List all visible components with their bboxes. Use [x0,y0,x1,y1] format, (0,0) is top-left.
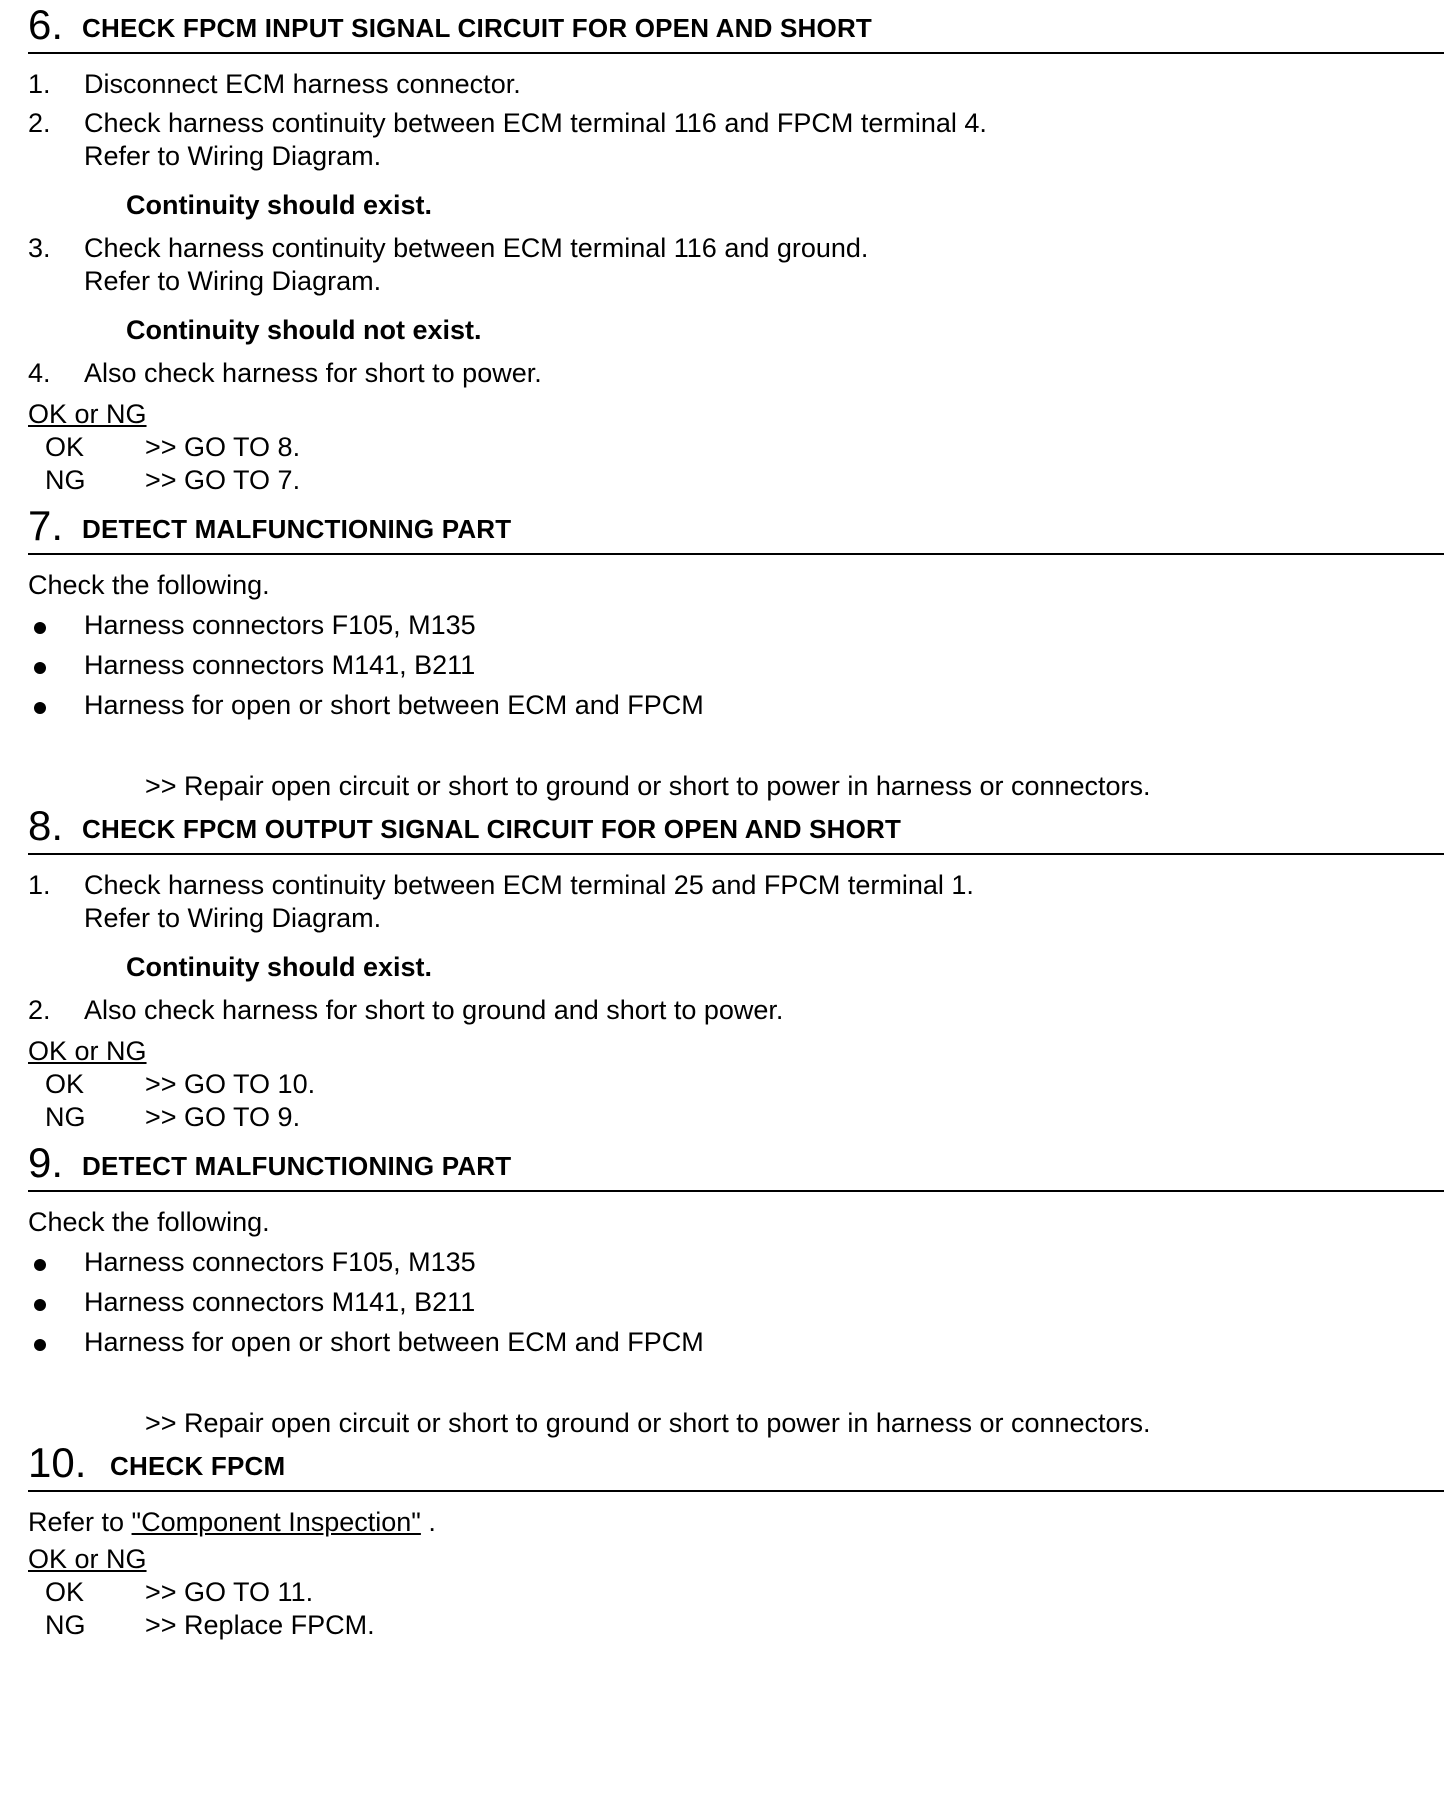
list-item [28,1246,1444,1279]
step-title: CHECK FPCM INPUT SIGNAL CIRCUIT FOR OPEN AND SHORT [82,13,873,43]
wiring-diagram-ref: Refer to Wiring Diagram. [84,141,382,171]
item-number: 1. [28,69,51,99]
bullet-icon [34,662,46,674]
result-ng [28,464,1444,497]
item-number: 1. [28,870,51,900]
step-title: CHECK FPCM [110,1451,286,1481]
step-number: 10. [28,1439,87,1486]
result-ok [28,1068,1444,1101]
step-title: DETECT MALFUNCTIONING PART [82,514,512,544]
repair-instruction: >> Repair open circuit or short to ground or short to power in harness or connectors. [145,771,1151,801]
instruction-item [28,357,1444,390]
spec-statement: Continuity should exist. [126,190,433,220]
ok-or-ng-heading: OK or NG [28,1544,147,1574]
result-ng [28,1609,1444,1642]
result-key: OK [45,1577,85,1607]
step-number: 9. [28,1139,64,1186]
item-number: 2. [28,995,51,1025]
intro-text: Check the following. [28,570,270,600]
result-action: >> GO TO 9. [145,1102,301,1132]
document-page [28,0,1444,1642]
step-6 [28,0,1444,497]
instruction-item [28,68,1444,101]
spec-statement: Continuity should not exist. [126,315,482,345]
step-header [28,0,1444,54]
component-inspection-link[interactable]: "Component Inspection" [131,1507,421,1537]
bullet-icon [34,1339,46,1351]
list-item [28,649,1444,682]
intro-text: Check the following. [28,1207,270,1237]
item-text: Check harness continuity between ECM terminal 116 and FPCM terminal 4. [84,108,987,138]
result-action: >> Replace FPCM. [145,1610,375,1640]
result-key: OK [45,1069,85,1099]
bullet-icon [34,1299,46,1311]
step-title: CHECK FPCM OUTPUT SIGNAL CIRCUIT FOR OPEN AND SHORT [82,814,902,844]
bullet-icon [34,622,46,634]
item-text: Check harness continuity between ECM terminal 25 and FPCM terminal 1. [84,870,974,900]
instruction-item [28,869,1444,902]
refer-line [28,1506,1444,1539]
result-action: >> GO TO 7. [145,465,301,495]
step-header [28,497,1444,555]
list-item-text: Harness for open or short between ECM and FPCM [84,1327,704,1357]
wiring-diagram-ref: Refer to Wiring Diagram. [84,266,382,296]
list-item-text: Harness connectors F105, M135 [84,1247,476,1277]
item-text: Check harness continuity between ECM terminal 116 and ground. [84,233,869,263]
item-number: 2. [28,108,51,138]
instruction-item [28,994,1444,1027]
step-header [28,797,1444,855]
result-key: NG [45,465,86,495]
result-ok [28,1576,1444,1609]
step-header [28,1434,1444,1492]
list-item [28,1286,1444,1319]
ok-or-ng-heading: OK or NG [28,399,147,429]
list-item [28,689,1444,722]
result-key: NG [45,1102,86,1132]
step-number: 7. [28,502,64,549]
item-number: 4. [28,358,51,388]
result-ok [28,431,1444,464]
item-text: Also check harness for short to ground and short to power. [84,995,784,1025]
ok-or-ng-heading: OK or NG [28,1036,147,1066]
step-7 [28,497,1444,803]
instruction-item [28,232,1444,265]
item-number: 3. [28,233,51,263]
result-action: >> GO TO 8. [145,432,301,462]
list-item-text: Harness connectors M141, B211 [84,1287,476,1317]
step-header [28,1134,1444,1192]
step-number: 6. [28,1,64,48]
result-action: >> GO TO 11. [145,1577,314,1607]
step-number: 8. [28,802,64,849]
result-action: >> GO TO 10. [145,1069,316,1099]
instruction-item [28,107,1444,140]
step-8 [28,797,1444,1134]
list-item [28,1326,1444,1359]
step-9 [28,1134,1444,1440]
result-ng [28,1101,1444,1134]
wiring-diagram-ref: Refer to Wiring Diagram. [84,903,382,933]
bullet-icon [34,1259,46,1271]
step-title: DETECT MALFUNCTIONING PART [82,1151,512,1181]
refer-suffix: . [420,1507,436,1537]
item-text: Disconnect ECM harness connector. [84,69,521,99]
item-text: Also check harness for short to power. [84,358,542,388]
list-item-text: Harness connectors M141, B211 [84,650,476,680]
spec-statement: Continuity should exist. [126,952,433,982]
list-item-text: Harness for open or short between ECM and FPCM [84,690,704,720]
list-item [28,609,1444,642]
list-item-text: Harness connectors F105, M135 [84,610,476,640]
bullet-icon [34,702,46,714]
result-key: OK [45,432,85,462]
result-key: NG [45,1610,86,1640]
repair-instruction: >> Repair open circuit or short to ground or short to power in harness or connectors. [145,1408,1151,1438]
step-10 [28,1434,1444,1642]
refer-prefix: Refer to [28,1507,132,1537]
